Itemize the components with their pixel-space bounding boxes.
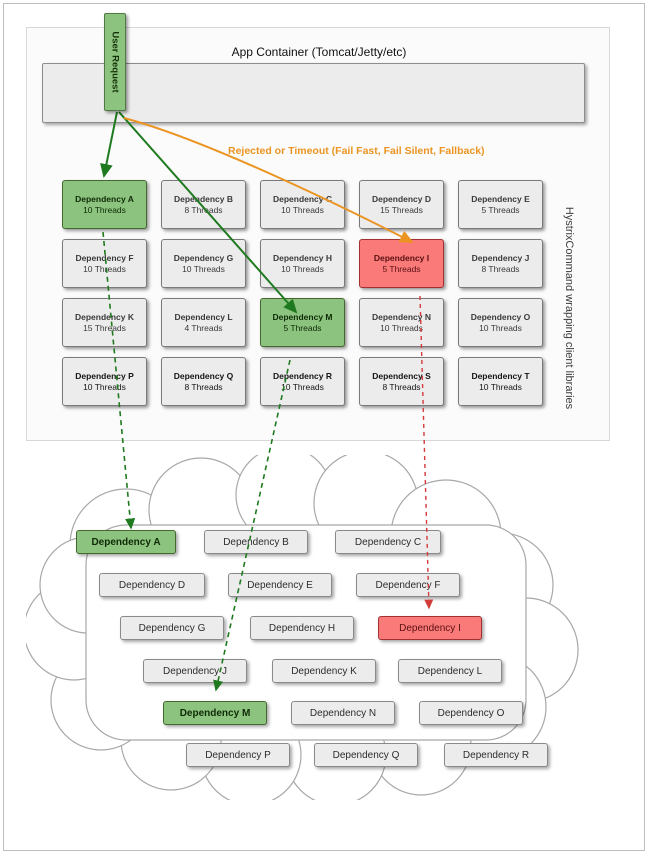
thread-pool-threads: 5 Threads <box>481 204 520 215</box>
thread-pool-box[interactable] <box>161 180 246 229</box>
thread-pool-box[interactable] <box>62 180 147 229</box>
cloud-dependency-box[interactable]: Dependency N <box>291 701 395 725</box>
thread-pool-threads: 10 Threads <box>380 322 423 333</box>
thread-pool-row <box>62 357 577 406</box>
app-container-title: App Container (Tomcat/Jetty/etc) <box>231 45 407 59</box>
thread-pool-name: Dependency F <box>75 252 134 263</box>
thread-pool-name: Dependency P <box>75 370 134 381</box>
thread-pool-box[interactable] <box>359 298 444 347</box>
cloud-dependency-box[interactable]: Dependency R <box>444 743 548 767</box>
thread-pool-box[interactable] <box>62 357 147 406</box>
cloud-dependency-box[interactable]: Dependency E <box>228 573 332 597</box>
thread-pool-threads: 8 Threads <box>382 381 421 392</box>
cloud-dependency-box[interactable]: Dependency M <box>163 701 267 725</box>
thread-pool-name: Dependency Q <box>173 370 234 381</box>
thread-pool-threads: 15 Threads <box>380 204 423 215</box>
cloud-dependency-box[interactable]: Dependency J <box>143 659 247 683</box>
thread-pool-box[interactable] <box>260 180 345 229</box>
thread-pool-threads: 10 Threads <box>182 263 225 274</box>
cloud-dependency-box[interactable]: Dependency O <box>419 701 523 725</box>
cloud-dependency-box[interactable]: Dependency B <box>204 530 308 554</box>
thread-pool-threads: 15 Threads <box>83 322 126 333</box>
thread-pool-name: Dependency D <box>371 193 432 204</box>
thread-pool-name: Dependency K <box>74 311 135 322</box>
thread-pool-row <box>62 180 577 229</box>
cloud-dependency-box[interactable]: Dependency D <box>99 573 205 597</box>
thread-pool-row <box>62 239 577 288</box>
thread-pool-name: Dependency E <box>471 193 530 204</box>
cloud-dependency-box[interactable]: Dependency L <box>398 659 502 683</box>
thread-pool-box[interactable] <box>161 357 246 406</box>
cloud-dependency-box[interactable]: Dependency P <box>186 743 290 767</box>
thread-pool-box[interactable] <box>359 239 444 288</box>
thread-pool-name: Dependency L <box>174 311 233 322</box>
thread-pool-box[interactable] <box>260 298 345 347</box>
thread-pool-threads: 8 Threads <box>481 263 520 274</box>
thread-pool-box[interactable] <box>359 357 444 406</box>
thread-pool-name: Dependency C <box>272 193 333 204</box>
thread-pool-box[interactable] <box>359 180 444 229</box>
thread-pool-threads: 10 Threads <box>281 381 324 392</box>
thread-pool-box[interactable] <box>62 298 147 347</box>
thread-pool-threads: 5 Threads <box>283 322 322 333</box>
thread-pool-name: Dependency G <box>173 252 234 263</box>
cloud-dependency-box[interactable]: Dependency H <box>250 616 354 640</box>
thread-pool-threads: 8 Threads <box>184 381 223 392</box>
thread-pool-name: Dependency O <box>470 311 531 322</box>
thread-pool-name: Dependency A <box>75 193 134 204</box>
thread-pool-box[interactable] <box>458 298 543 347</box>
thread-pool-name: Dependency B <box>173 193 234 204</box>
thread-pool-box[interactable] <box>260 239 345 288</box>
user-request-label: User Request <box>109 31 121 93</box>
thread-pool-threads: 10 Threads <box>83 263 126 274</box>
rejected-timeout-label: Rejected or Timeout (Fail Fast, Fail Silent, Fallback) <box>228 145 485 157</box>
thread-pool-name: Dependency N <box>371 311 432 322</box>
thread-pool-box[interactable] <box>260 357 345 406</box>
thread-pool-grid <box>62 180 577 416</box>
thread-pool-threads: 4 Threads <box>184 322 223 333</box>
thread-pool-box[interactable] <box>161 298 246 347</box>
cloud-dependency-box[interactable]: Dependency C <box>335 530 441 554</box>
thread-pool-row <box>62 298 577 347</box>
cloud-dependency-box[interactable]: Dependency I <box>378 616 482 640</box>
cloud-dependency-box[interactable]: Dependency Q <box>314 743 418 767</box>
cloud-dependency-box[interactable]: Dependency A <box>76 530 176 554</box>
cloud-dependency-box[interactable]: Dependency F <box>356 573 460 597</box>
thread-pool-threads: 5 Threads <box>382 263 421 274</box>
thread-pool-threads: 10 Threads <box>281 204 324 215</box>
thread-pool-threads: 10 Threads <box>479 381 522 392</box>
hystrix-wrapping-label-text: HystrixCommand wrapping client libraries <box>563 206 575 410</box>
cloud-dependency-box[interactable]: Dependency G <box>120 616 224 640</box>
thread-pool-box[interactable] <box>458 357 543 406</box>
thread-pool-name: Dependency S <box>372 370 431 381</box>
thread-pool-threads: 10 Threads <box>281 263 324 274</box>
thread-pool-name: Dependency T <box>471 370 530 381</box>
thread-pool-box[interactable] <box>458 180 543 229</box>
thread-pool-name: Dependency I <box>373 252 430 263</box>
thread-pool-threads: 8 Threads <box>184 204 223 215</box>
thread-pool-box[interactable] <box>161 239 246 288</box>
user-request-tab <box>104 13 126 111</box>
cloud-dependency-box[interactable]: Dependency K <box>272 659 376 683</box>
thread-pool-name: Dependency J <box>471 252 530 263</box>
thread-pool-name: Dependency M <box>272 311 333 322</box>
thread-pool-threads: 10 Threads <box>83 204 126 215</box>
thread-pool-threads: 10 Threads <box>83 381 126 392</box>
thread-pool-box[interactable] <box>458 239 543 288</box>
thread-pool-threads: 10 Threads <box>479 322 522 333</box>
thread-pool-name: Dependency R <box>272 370 333 381</box>
thread-pool-box[interactable] <box>62 239 147 288</box>
thread-pool-name: Dependency H <box>272 252 333 263</box>
